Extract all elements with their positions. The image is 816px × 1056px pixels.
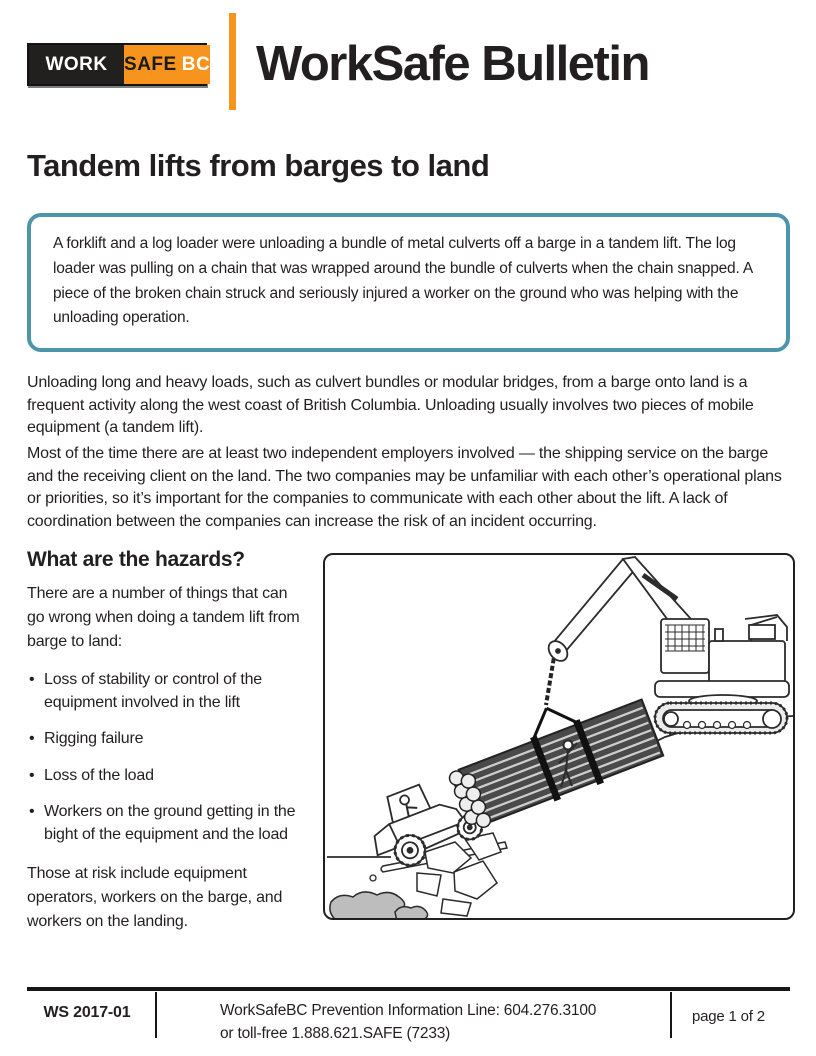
prevention-info-line-2: or toll-free 1.888.621.SAFE (7233)	[220, 1025, 451, 1043]
hazards-section	[27, 548, 305, 934]
page-number: page 1 of 2	[692, 1008, 765, 1025]
body-paragraph: Unloading long and heavy loads, such as culvert bundles or modular bridges, from a barge onto land is a frequent activity along the west coast of British Columbia. Unloading usually involves two pieces of mobile equipment (a tandem lift).	[27, 374, 754, 437]
footer-divider	[155, 992, 157, 1038]
tandem-lift-drawing	[325, 555, 793, 918]
body-paragraph: Most of the time there are at least two independent employers involved — the shipping service on the barge and the receiving client on the land. The two companies may be unfamiliar with each other’s operational plans or priorities, so it’s important for the companies to communicate with each other about the lift. A lack of coordination between the companies can increase the risk of an incident occurring.	[27, 445, 782, 531]
footer-rule	[27, 987, 790, 991]
hazards-list	[27, 668, 305, 846]
logo-work-segment	[29, 45, 124, 84]
list-item: • Loss of stability or control of the equipment involved in the lift	[27, 668, 305, 714]
hazards-heading: What are the hazards?	[27, 548, 245, 571]
orange-divider-bar	[229, 13, 236, 110]
tandem-lift-illustration	[323, 553, 795, 920]
bulletin-number: WS 2017-01	[43, 1004, 131, 1021]
hazards-outro: Those at risk include equipment operators, workers on the barge, and workers on the landing.	[27, 865, 283, 931]
list-item: • Rigging failure	[27, 727, 305, 750]
logo-safe-text: SAFE	[124, 53, 177, 75]
logo-bc-text: BC	[181, 53, 211, 75]
worksafebc-logo	[27, 43, 211, 86]
logo-work-text: WORK	[45, 53, 108, 75]
document-title: WorkSafe Bulletin	[256, 37, 649, 91]
list-item: • Workers on the ground getting in the bight of the equipment and the load	[27, 800, 305, 846]
logo-safe-bc-segment	[124, 45, 210, 84]
incident-callout-box	[27, 213, 790, 352]
page-title: Tandem lifts from barges to land	[27, 148, 490, 183]
prevention-info-line	[220, 999, 596, 1046]
incident-callout-text: A forklift and a log loader were unloading a bundle of metal culverts off a barge in a tandem lift. The log loader was pulling on a chain that was wrapped around the bundle of culverts when the chain snapped. A piece of the broken chain struck and seriously injured a worker on the ground who was helping with the unloading operation.	[53, 235, 753, 327]
prevention-info-line-1: WorkSafeBC Prevention Information Line: 604.276.3100	[220, 1002, 597, 1019]
hazards-intro: There are a number of things that can go wrong when doing a tandem lift from barge to land:	[27, 585, 300, 650]
list-item: • Loss of the load	[27, 764, 305, 787]
footer-divider	[670, 992, 672, 1038]
